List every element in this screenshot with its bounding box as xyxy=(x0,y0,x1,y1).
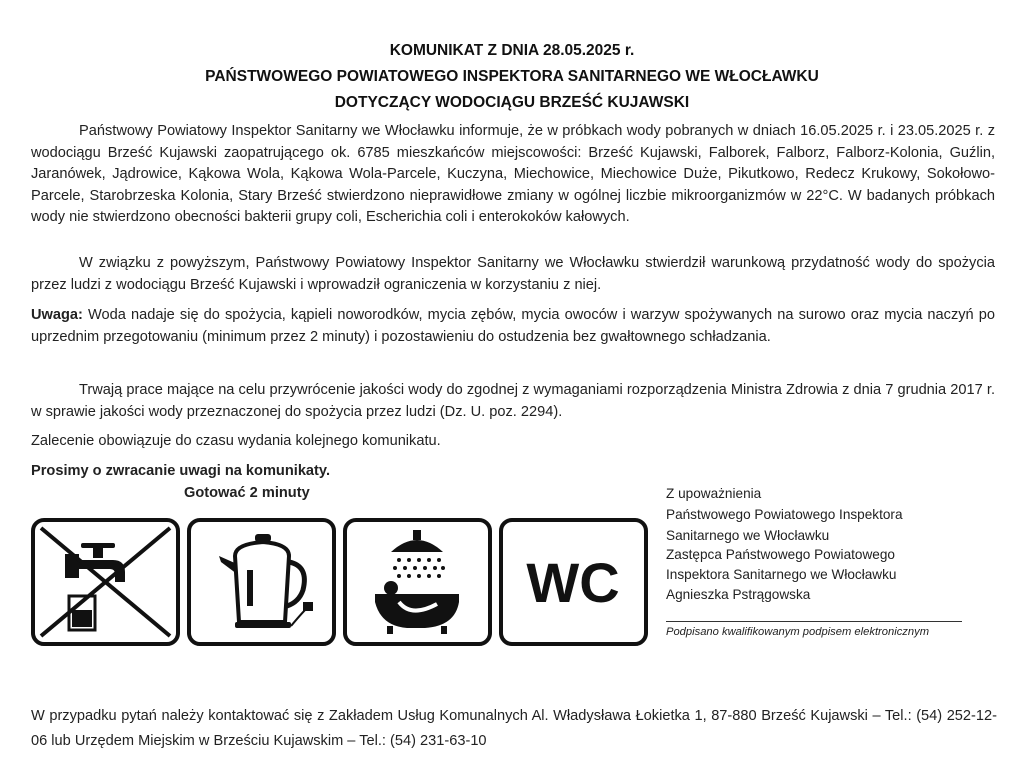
no-tap-water-icon xyxy=(31,518,180,646)
warning-label: Uwaga: xyxy=(31,307,83,323)
signature-line-4: Zastępca Państwowego Powiatowego xyxy=(666,547,895,562)
signature-divider xyxy=(666,621,962,622)
title-line-3: DOTYCZĄCY WODOCIĄGU BRZEŚĆ KUJAWSKI xyxy=(334,94,690,111)
signature-line-1: Z upoważnienia xyxy=(666,486,762,501)
signature-line-3: Sanitarnego we Włocławku xyxy=(666,528,830,543)
signature-name: Agnieszka Pstrągowska xyxy=(666,587,811,602)
boil-note: Gotować 2 minuty xyxy=(184,485,310,501)
signature-line-5: Inspektora Sanitarnego we Włocławku xyxy=(666,567,897,582)
contact-info: W przypadku pytań należy kontaktować się z Zakładem Usług Komunalnych Al. Władysława Łokietka 1, 87-880 Brześć Kujawski – Tel.: (54) 252-12-06 lub Urzędem Miejskim w Brześciu Kujawskim – Tel.: (54) 231-63-10 xyxy=(31,708,997,749)
paragraph-validity: Zalecenie obowiązuje do czasu wydania kolejnego komunikatu. xyxy=(31,433,441,449)
title-line-2: PAŃSTWOWEGO POWIATOWEGO INSPEKTORA SANITARNEGO WE WŁOCŁAWKU xyxy=(205,68,819,85)
wc-icon xyxy=(499,518,648,646)
bathing-icon xyxy=(343,518,492,646)
paragraph-findings: Państwowy Powiatowy Inspektor Sanitarny we Włocławku informuje, że w próbkach wody pobranych w dniach 16.05.2025 r. i 23.05.2025 r. z wodociągu Brześć Kujawski zaopatrującego ok. 6785 mieszkańców miejscowości: Brześć Kujawski, Falborek, Falborz, Falborz-Kolonia, Guźlin, Jaranówek, Jądrowice, Kąkowa Wola, Kąkowa Wola-Parcele, Kuczyna, Miechowice, Miechowice Duże, Pikutkowo, Redecz Krukowy, Sokołowo-Parcele, Starobrzeska Kolonia, Stary Brześć stwierdzono nieprawidłowe zmiany w ogólnej liczbie mikroorganizmów w 22°C. W badanych próbkach wody nie stwierdzono obecności bakterii grupy coli, Escherichia coli i enterokoków kałowych. xyxy=(31,123,995,226)
signature-line-2: Państwowego Powiatowego Inspektora xyxy=(666,507,903,522)
please-note: Prosimy o zwracanie uwagi na komunikaty. xyxy=(31,463,330,479)
electronic-signature-note: Podpisano kwalifikowanym podpisem elektronicznym xyxy=(666,626,930,638)
paragraph-decision: W związku z powyższym, Państwowy Powiatowy Inspektor Sanitarny we Włocławku stwierdził warunkową przydatność wody do spożycia przez ludzi z wodociągu Brześć Kujawski i wprowadził ograniczenia w korzystaniu z niej. xyxy=(31,255,995,293)
wc-label: WC xyxy=(526,551,620,614)
paragraph-warning xyxy=(31,305,995,348)
warning-text: Woda nadaje się do spożycia, kąpieli noworodków, mycia zębów, mycia owoców i warzyw spożywanych na surowo oraz mycia naczyń po uprzednim przegotowaniu (minimum przez 2 minuty) i pozostawieniu do ostudzenia bez gwałtownego schładzania. xyxy=(31,307,995,345)
kettle-icon xyxy=(187,518,336,646)
title-line-1: KOMUNIKAT Z DNIA 28.05.2025 r. xyxy=(389,42,635,59)
paragraph-works: Trwają prace mające na celu przywrócenie jakości wody do zgodnej z wymaganiami rozporządzenia Ministra Zdrowia z dnia 7 grudnia 2017 r. w sprawie jakości wody przeznaczonej do spożycia przez ludzi (Dz. U. poz. 2294). xyxy=(31,382,995,420)
